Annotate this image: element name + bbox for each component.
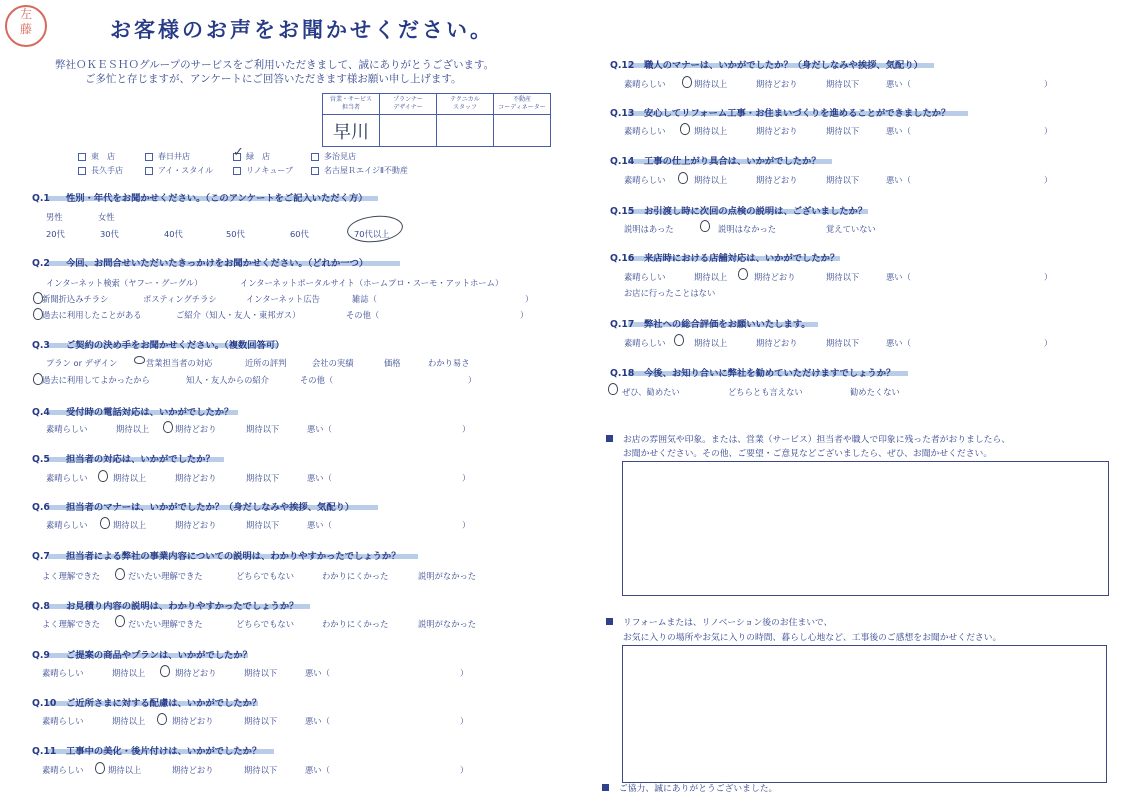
option-female[interactable]: 女性 <box>98 212 115 222</box>
hand-drawn-circle-mark <box>157 713 167 725</box>
hand-drawn-circle-mark <box>33 292 43 304</box>
option-mostly-understood[interactable]: だいたい理解できた <box>128 619 203 629</box>
question-q3: Q.3 ご契約の決め手をお聞かせください。（複数回答可） <box>32 340 285 351</box>
option-neither[interactable]: どちらでもない <box>236 619 294 629</box>
paren-close: ） <box>525 294 534 304</box>
option-as-expected[interactable]: 期待どおり <box>756 79 798 89</box>
hand-drawn-circle-mark <box>163 421 173 433</box>
option-excellent[interactable]: 素晴らしい <box>42 765 84 775</box>
checkbox[interactable] <box>233 167 241 175</box>
option-newspaper-flyer[interactable]: 新聞折込みチラシ <box>42 294 109 304</box>
option-excellent[interactable]: 素晴らしい <box>42 668 84 678</box>
hand-drawn-circle-mark <box>100 517 110 529</box>
option-dont-remember[interactable]: 覚えていない <box>826 224 876 234</box>
option-as-expected[interactable]: 期待どおり <box>756 338 798 348</box>
option-bad[interactable]: 悪い（ <box>886 338 911 348</box>
option-bad[interactable]: 悪い（ <box>307 473 332 483</box>
question-q17: Q.17 弊社への総合評価をお願いいたします。 <box>610 319 811 330</box>
question-q4: Q.4 受付時の電話対応は、いかがでしたか？ <box>32 407 234 418</box>
option-past-good[interactable]: 過去に利用してよかったから <box>42 375 150 385</box>
paren-close: ） <box>462 473 471 483</box>
option-excellent[interactable]: 素晴らしい <box>46 424 88 434</box>
question-q6: Q.6 担当者のマナーは、いかがでしたか？（身だしなみや挨拶、気配り） <box>32 502 355 513</box>
option-below-expectation[interactable]: 期待以下 <box>246 424 280 434</box>
checkbox[interactable] <box>145 153 153 161</box>
hand-drawn-circle-mark <box>134 356 145 364</box>
option-not-recommend[interactable]: 勧めたくない <box>850 387 900 397</box>
store-option-nagoya-r-age[interactable]: 名古屋ＲエイジⅡ不動産 <box>311 165 408 176</box>
paren-close: ） <box>460 765 469 775</box>
paren-close: ） <box>1044 126 1053 136</box>
question-q8: Q.8 お見積り内容の説明は、わかりやすかったでしょうか？ <box>32 601 299 612</box>
option-mostly-understood[interactable]: だいたい理解できた <box>128 571 203 581</box>
option-magazine[interactable]: 雑誌（ <box>352 294 377 304</box>
question-q13: Q.13 安心してリフォーム工事・お住まいづくりを進めることができましたか？ <box>610 108 951 119</box>
hand-drawn-circle-mark <box>115 615 125 627</box>
option-above-expectation[interactable]: 期待以上 <box>694 79 728 89</box>
option-bad[interactable]: 悪い（ <box>886 79 911 89</box>
comment-section-1-prompt: お店の雰囲気や印象。または、営業（サービス）担当者や職人で印象に残った者がおりましたら、 <box>606 432 1010 445</box>
staff-table <box>322 93 551 147</box>
intro-line-2: ご多忙と存じますが、アンケートにご回答いただきます様お願い申し上げます。 <box>85 73 462 85</box>
hand-drawn-circle-mark <box>608 383 618 395</box>
question-q10: Q.10 ご近所さまに対する配慮は、いかがでしたか？ <box>32 698 262 709</box>
option-internet-ad[interactable]: インターネット広告 <box>246 294 320 304</box>
comment-section-2-prompt-2: お気に入りの場所やお気に入りの時間、暮らし心地など、工事後のご感想をお聞かせください。 <box>623 633 1002 643</box>
hand-drawn-circle-mark <box>95 762 105 774</box>
option-as-expected[interactable]: 期待どおり <box>175 424 217 434</box>
paren-close: ） <box>520 310 529 320</box>
option-no-explanation[interactable]: 説明がなかった <box>418 571 477 581</box>
paren-close: ） <box>460 716 469 726</box>
staff-header-sales: 営業・サービス 担当者 <box>323 94 380 115</box>
option-referral[interactable]: ご紹介（知人・友人・東邦ガス） <box>176 310 301 320</box>
checkbox[interactable] <box>311 153 319 161</box>
paren-close: ） <box>462 424 471 434</box>
store-option-renocube[interactable]: リノキューブ <box>233 165 293 176</box>
option-as-expected[interactable]: 期待どおり <box>175 473 217 483</box>
option-track-record[interactable]: 会社の実績 <box>312 358 354 368</box>
option-above-expectation[interactable]: 期待以上 <box>694 175 728 185</box>
personal-seal-stamp <box>5 5 47 47</box>
option-excellent[interactable]: 素晴らしい <box>624 175 666 185</box>
option-as-expected[interactable]: 期待どおり <box>172 716 214 726</box>
option-other[interactable]: その他（ <box>346 310 380 320</box>
option-above-expectation[interactable]: 期待以上 <box>112 716 146 726</box>
bullet-square-icon <box>602 784 609 791</box>
question-q2: Q.2 今回、お問合せいただいたきっかけをお聞かせください。（どれか一つ） <box>32 258 369 269</box>
comment-section-2-prompt: リフォームまたは、リノベーション後のお住まいで、 <box>606 615 832 628</box>
option-definitely-recommend[interactable]: ぜひ、勧めたい <box>622 387 680 397</box>
paren-close: ） <box>1044 338 1053 348</box>
question-q18: Q.18 今後、お知り合いに弊社を勧めていただけますでしょうか？ <box>610 368 896 379</box>
hand-drawn-circle-mark <box>98 470 108 482</box>
option-internet-search[interactable]: インターネット検索（ヤフー・グーグル） <box>46 278 203 288</box>
paren-close: ） <box>468 375 477 385</box>
option-male[interactable]: 男性 <box>46 212 63 222</box>
option-30s[interactable]: 30代 <box>100 229 119 239</box>
option-never-visited-store[interactable]: お店に行ったことはない <box>624 288 716 298</box>
option-explained[interactable]: 説明はあった <box>624 224 674 234</box>
hand-drawn-circle-mark <box>33 308 43 320</box>
question-q16: Q.16 来店時における店舗対応は、いかがでしたか？ <box>610 253 840 264</box>
option-excellent[interactable]: 素晴らしい <box>46 473 88 483</box>
question-q15: Q.15 お引渡し時に次回の点検の説明は、ございましたか？ <box>610 206 868 217</box>
staff-header-realestate: 不動産 コーディネーター <box>494 94 551 115</box>
question-q5: Q.5 担当者の対応は、いかがでしたか？ <box>32 454 215 465</box>
option-above-expectation[interactable]: 期待以上 <box>112 668 146 678</box>
stamp-char-2: 藤 <box>19 22 32 36</box>
hand-drawn-circle-mark <box>33 373 43 385</box>
store-option-tajimi[interactable]: 多治見店 <box>311 151 356 162</box>
option-above-expectation[interactable]: 期待以上 <box>108 765 142 775</box>
option-bad[interactable]: 悪い（ <box>305 668 330 678</box>
paren-close: ） <box>460 668 469 678</box>
bullet-square-icon <box>606 435 613 442</box>
option-below-expectation[interactable]: 期待以下 <box>826 272 860 282</box>
store-option-nagakute[interactable]: 長久手店 <box>78 165 123 176</box>
question-q9: Q.9 ご提案の商品やプランは、いかがでしたか？ <box>32 650 252 661</box>
page-title: お客様のお声をお聞かせください。 <box>110 18 494 42</box>
option-below-expectation[interactable]: 期待以下 <box>246 520 280 530</box>
check-mark-icon: ✓ <box>233 145 244 160</box>
option-as-expected[interactable]: 期待どおり <box>175 520 217 530</box>
option-as-expected[interactable]: 期待どおり <box>175 668 217 678</box>
option-hard-to-understand[interactable]: わかりにくかった <box>322 619 389 629</box>
option-excellent[interactable]: 素晴らしい <box>624 338 666 348</box>
thanks-message: ご協力、誠にありがとうございました。 <box>602 781 777 794</box>
comment-box-1[interactable] <box>622 461 1109 596</box>
option-above-expectation[interactable]: 期待以上 <box>116 424 150 434</box>
option-bad[interactable]: 悪い（ <box>886 175 911 185</box>
option-excellent[interactable]: 素晴らしい <box>624 79 666 89</box>
option-cant-say[interactable]: どちらとも言えない <box>728 387 803 397</box>
store-option-higashi[interactable]: 東 店 <box>78 151 115 162</box>
option-above-expectation[interactable]: 期待以上 <box>694 126 728 136</box>
option-bad[interactable]: 悪い（ <box>307 424 332 434</box>
option-as-expected[interactable]: 期待どおり <box>754 272 796 282</box>
option-friend-referral[interactable]: 知人・友人からの紹介 <box>186 375 269 385</box>
hand-drawn-circle-mark <box>680 123 690 135</box>
question-q1: Q.1 性別・年代をお聞かせください。（このアンケートをご記入いただく方） <box>32 193 368 204</box>
option-40s[interactable]: 40代 <box>164 229 183 239</box>
option-past-use[interactable]: 過去に利用したことがある <box>42 310 142 320</box>
option-neither[interactable]: どちらでもない <box>236 571 294 581</box>
question-q14: Q.14 工事の仕上がり具合は、いかがでしたか？ <box>610 156 821 167</box>
option-understood-well[interactable]: よく理解できた <box>42 619 101 629</box>
stamp-char-1: 左 <box>19 7 32 21</box>
question-q11: Q.11 工事中の美化・後片付けは、いかがでしたか？ <box>32 746 262 757</box>
option-reputation[interactable]: 近所の評判 <box>245 358 287 368</box>
comment-section-1-prompt-2: お聞かせください。その他、ご要望・ご意見などございましたら、ぜひ、お聞かせください。 <box>623 449 993 459</box>
option-below-expectation[interactable]: 期待以下 <box>244 765 278 775</box>
store-option-istyle[interactable]: アイ・スタイル <box>145 165 213 176</box>
staff-technical-value-cell[interactable] <box>437 115 494 147</box>
option-sales-rep[interactable]: 営業担当者の対応 <box>146 358 213 368</box>
staff-realestate-value-cell[interactable] <box>494 115 551 147</box>
hand-drawn-circle-mark <box>346 213 404 245</box>
checkbox[interactable] <box>145 167 153 175</box>
paren-close: ） <box>1044 272 1053 282</box>
option-60s[interactable]: 60代 <box>290 229 309 239</box>
option-below-expectation[interactable]: 期待以下 <box>826 79 860 89</box>
checkbox[interactable] <box>78 153 86 161</box>
option-bad[interactable]: 悪い（ <box>886 126 911 136</box>
option-excellent[interactable]: 素晴らしい <box>624 126 666 136</box>
option-as-expected[interactable]: 期待どおり <box>756 126 798 136</box>
option-70s-plus[interactable]: 70代以上 <box>354 229 390 239</box>
question-q12: Q.12 職人のマナーは、いかがでしたか？（身だしなみや挨拶、気配り） <box>610 60 923 71</box>
hand-drawn-circle-mark <box>682 76 692 88</box>
option-other[interactable]: その他（ <box>300 375 334 385</box>
option-above-expectation[interactable]: 期待以上 <box>694 338 728 348</box>
hand-drawn-circle-mark <box>738 268 748 280</box>
option-below-expectation[interactable]: 期待以下 <box>826 338 860 348</box>
option-understood-well[interactable]: よく理解できた <box>42 571 101 581</box>
option-above-expectation[interactable]: 期待以上 <box>113 520 147 530</box>
option-above-expectation[interactable]: 期待以上 <box>694 272 728 282</box>
option-excellent[interactable]: 素晴らしい <box>46 520 88 530</box>
store-option-midori[interactable]: 緑 店 <box>233 151 270 162</box>
hand-drawn-circle-mark <box>700 220 710 232</box>
hand-drawn-circle-mark <box>160 665 170 677</box>
option-bad[interactable]: 悪い（ <box>305 765 330 775</box>
option-below-expectation[interactable]: 期待以下 <box>244 716 278 726</box>
option-internet-portal[interactable]: インターネットポータルサイト（ホームプロ・スーモ・アットホーム） <box>240 278 504 288</box>
hand-drawn-circle-mark <box>674 334 684 346</box>
option-bad[interactable]: 悪い（ <box>307 520 332 530</box>
checkbox[interactable] <box>78 167 86 175</box>
staff-planner-value-cell[interactable] <box>380 115 437 147</box>
option-posting-flyer[interactable]: ポスティングチラシ <box>143 294 217 304</box>
option-no-explanation[interactable]: 説明がなかった <box>418 619 477 629</box>
checkbox[interactable] <box>311 167 319 175</box>
option-below-expectation[interactable]: 期待以下 <box>826 126 860 136</box>
option-bad[interactable]: 悪い（ <box>305 716 330 726</box>
staff-header-technical: テクニカル スタッフ <box>437 94 494 115</box>
option-excellent[interactable]: 素晴らしい <box>42 716 84 726</box>
hand-drawn-circle-mark <box>115 568 125 580</box>
option-excellent[interactable]: 素晴らしい <box>624 272 666 282</box>
paren-close: ） <box>462 520 471 530</box>
option-bad[interactable]: 悪い（ <box>886 272 911 282</box>
option-20s[interactable]: 20代 <box>46 229 65 239</box>
option-hard-to-understand[interactable]: わかりにくかった <box>322 571 389 581</box>
option-as-expected[interactable]: 期待どおり <box>756 175 798 185</box>
paren-close: ） <box>1044 79 1053 89</box>
option-below-expectation[interactable]: 期待以下 <box>826 175 860 185</box>
option-above-expectation[interactable]: 期待以上 <box>113 473 147 483</box>
option-below-expectation[interactable]: 期待以下 <box>244 668 278 678</box>
option-price[interactable]: 価格 <box>384 358 401 368</box>
intro-line-1: 弊社ＯＫＥＳＨＯグループのサービスをご利用いただきまして、誠にありがとうございます。 <box>55 59 495 71</box>
staff-header-planner: プランナー デザイナー <box>380 94 437 115</box>
store-option-kasugai[interactable]: 春日井店 <box>145 151 190 162</box>
option-50s[interactable]: 50代 <box>226 229 245 239</box>
comment-box-2[interactable] <box>622 645 1107 783</box>
option-not-explained[interactable]: 説明はなかった <box>718 224 777 234</box>
option-clarity[interactable]: わかり易さ <box>428 358 470 368</box>
staff-sales-name: 早川 <box>333 121 369 143</box>
option-plan-design[interactable]: プラン or デザイン <box>46 358 118 368</box>
staff-sales-value-cell[interactable] <box>323 115 380 147</box>
option-as-expected[interactable]: 期待どおり <box>172 765 214 775</box>
bullet-square-icon <box>606 618 613 625</box>
hand-drawn-circle-mark <box>678 172 688 184</box>
question-q7: Q.7 担当者による弊社の事業内容についての説明は、わかりやすかったでしょうか？ <box>32 551 401 562</box>
option-below-expectation[interactable]: 期待以下 <box>246 473 280 483</box>
paren-close: ） <box>1044 175 1053 185</box>
